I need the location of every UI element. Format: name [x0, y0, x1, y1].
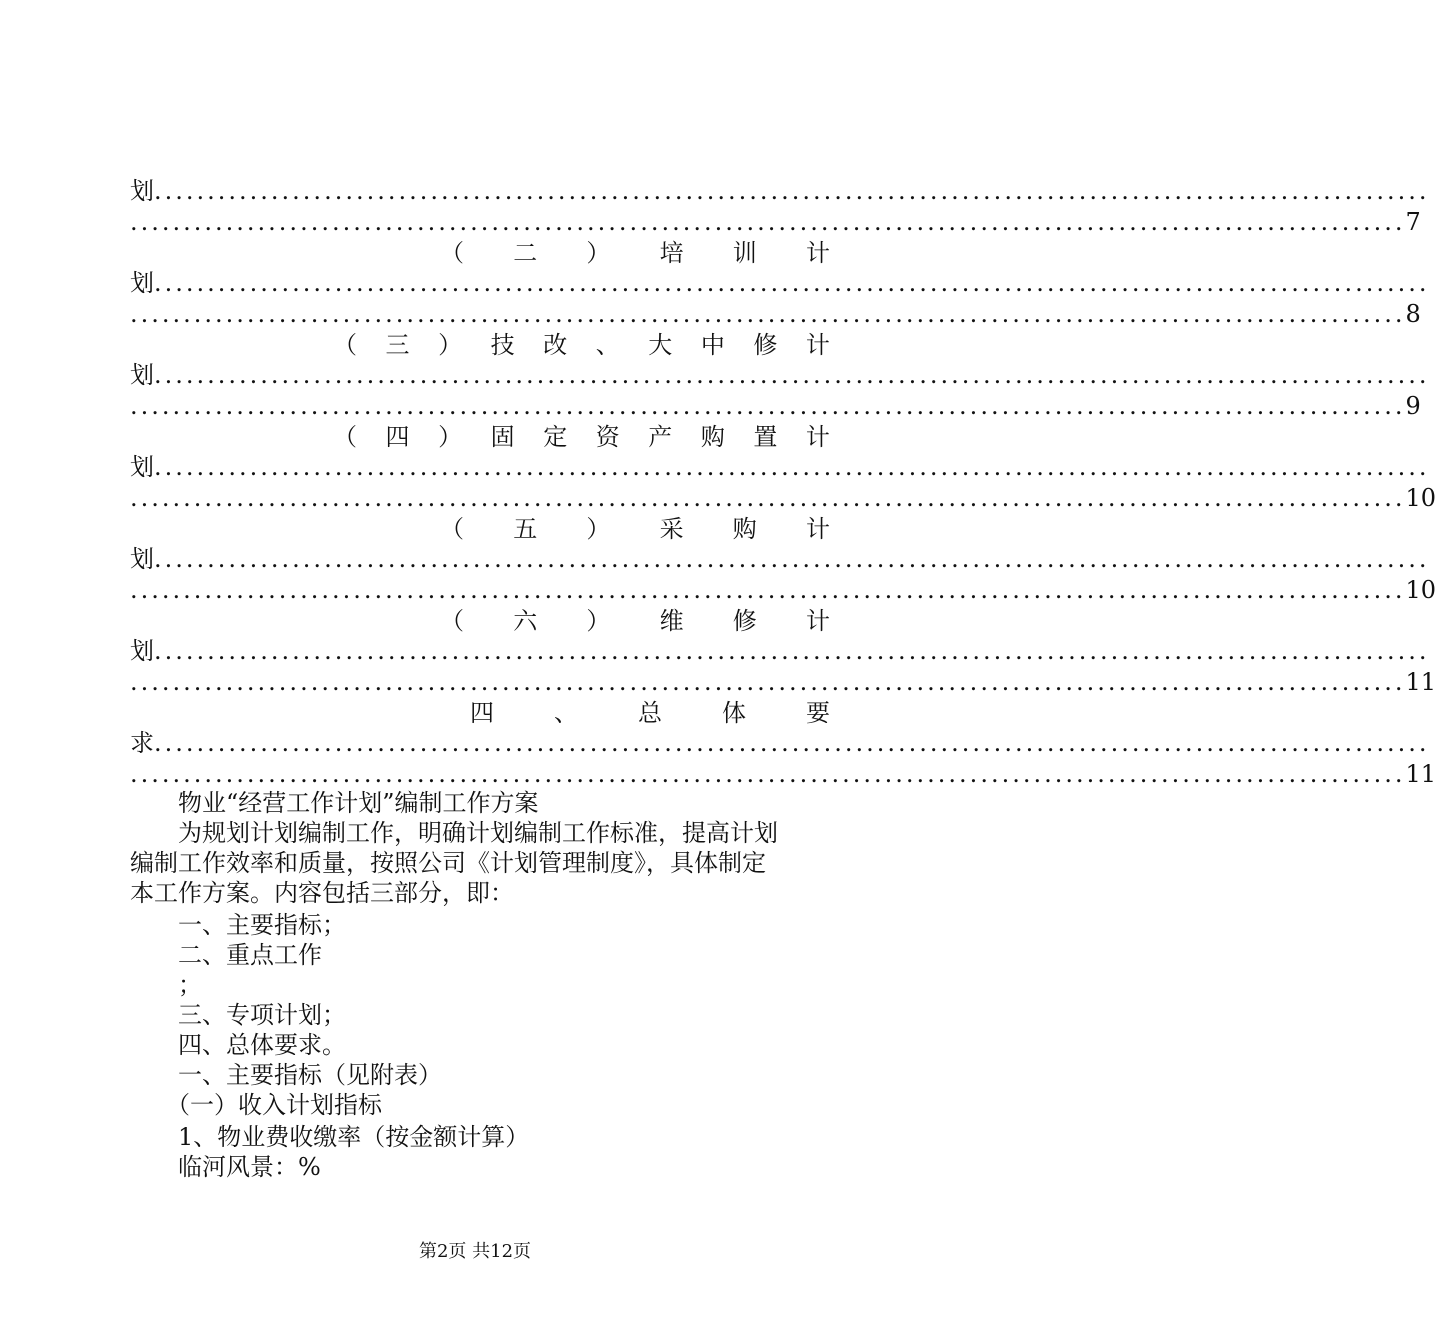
toc-dot-leader: ........................................................................................................................ — [130, 668, 1406, 696]
point-heading: 1、物业费收缴率（按金额计算） — [178, 1123, 530, 1151]
toc-label-char: 修 — [732, 607, 757, 635]
list-item: 三、专项计划； — [178, 1001, 346, 1029]
intro-paragraph-line: 为规划计划编制工作，明确计划编制工作标准，提高计划 — [178, 819, 778, 847]
toc-entry-lead: 划 — [130, 361, 154, 389]
toc-entry-lead: 划 — [130, 453, 154, 481]
toc-dot-leader: ........................................................................................................................ — [154, 453, 1430, 481]
toc-label-char: 三 — [385, 331, 410, 359]
toc-entry-lead: 求 — [130, 729, 154, 757]
toc-label-char: （ — [440, 239, 464, 267]
toc-label-char: （ — [333, 423, 357, 451]
toc-label-char: （ — [440, 515, 464, 543]
toc-entry-3-page-line — [130, 391, 1421, 421]
toc-label-char: 修 — [753, 331, 778, 359]
toc-label-char: 维 — [659, 607, 684, 635]
section-heading: 一、主要指标（见附表） — [178, 1061, 442, 1089]
toc-entry-1-leader — [130, 176, 1430, 206]
toc-entry-4-page-line — [130, 483, 1436, 513]
toc-label-char: 计 — [805, 331, 830, 359]
toc-entry-5-page-line — [130, 575, 1436, 605]
toc-label-char: 、 — [595, 331, 620, 359]
toc-label-char: 总 — [638, 699, 662, 727]
toc-page-number: 10 — [1405, 484, 1436, 512]
list-item-continuation: ； — [178, 971, 202, 999]
toc-label-char: 计 — [805, 239, 830, 267]
subsection-heading: （一）收入计划指标 — [166, 1091, 382, 1119]
intro-paragraph-line: 编制工作效率和质量，按照公司《计划管理制度》，具体制定 — [130, 849, 766, 877]
toc-entry-2-page-line — [130, 299, 1421, 329]
list-item: 二、重点工作 — [178, 941, 322, 969]
toc-dot-leader: ........................................................................................................................ — [154, 177, 1430, 205]
toc-label-char: 购 — [732, 515, 757, 543]
toc-entry-4-leader — [130, 452, 1430, 482]
toc-label-char: ） — [438, 423, 463, 451]
toc-entry-5-leader — [130, 544, 1430, 574]
toc-page-number: 11 — [1405, 760, 1436, 788]
toc-label-char: 培 — [659, 239, 684, 267]
toc-label-char: 定 — [543, 423, 568, 451]
list-item: 一、主要指标； — [178, 911, 346, 939]
page-footer: 第2页 共12页 — [418, 1241, 532, 1262]
toc-label-char: 技 — [490, 331, 515, 359]
toc-entry-6-leader — [130, 636, 1430, 666]
toc-entry-lead: 划 — [130, 637, 154, 665]
toc-entry-2-label — [440, 238, 830, 268]
document-title: 物业“经营工作计划”编制工作方案 — [178, 789, 539, 817]
toc-entry-1-page-line — [130, 207, 1421, 237]
toc-label-char: 五 — [513, 515, 538, 543]
toc-entry-5-label — [440, 514, 830, 544]
toc-entry-7-label — [470, 698, 830, 728]
toc-page-number: 9 — [1405, 392, 1421, 420]
toc-label-char: 四 — [385, 423, 410, 451]
toc-entry-lead: 划 — [130, 269, 154, 297]
toc-page-number: 11 — [1405, 668, 1436, 696]
toc-label-char: 采 — [659, 515, 684, 543]
toc-entry-3-label — [333, 330, 830, 360]
toc-label-char: 、 — [554, 699, 578, 727]
toc-entry-7-page-line — [130, 759, 1436, 789]
point-value: 临河风景：% — [178, 1153, 321, 1181]
toc-label-char: 产 — [648, 423, 673, 451]
toc-label-char: 四 — [470, 699, 494, 727]
toc-page-number: 8 — [1405, 300, 1421, 328]
toc-entry-3-leader — [130, 360, 1430, 390]
toc-label-char: 要 — [806, 699, 830, 727]
toc-entry-lead: 划 — [130, 545, 154, 573]
toc-label-char: （ — [440, 607, 464, 635]
toc-page-number: 10 — [1405, 576, 1436, 604]
toc-label-char: 资 — [595, 423, 620, 451]
toc-page-number: 7 — [1405, 208, 1421, 236]
toc-label-char: 二 — [513, 239, 538, 267]
toc-dot-leader: ........................................................................................................................ — [130, 484, 1406, 512]
list-item: 四、总体要求。 — [178, 1031, 346, 1059]
intro-paragraph-line: 本工作方案。内容包括三部分，即： — [130, 879, 514, 907]
toc-dot-leader: ........................................................................................................................ — [130, 300, 1406, 328]
toc-label-char: ） — [586, 607, 611, 635]
toc-entry-2-leader — [130, 268, 1430, 298]
toc-dot-leader: ........................................................................................................................ — [154, 729, 1430, 757]
toc-label-char: 置 — [753, 423, 778, 451]
toc-dot-leader: ........................................................................................................................ — [130, 392, 1406, 420]
toc-dot-leader: ........................................................................................................................ — [130, 576, 1406, 604]
toc-dot-leader: ........................................................................................................................ — [154, 361, 1430, 389]
toc-label-char: ） — [586, 515, 611, 543]
toc-entry-4-label — [333, 422, 830, 452]
toc-entry-6-label — [440, 606, 830, 636]
toc-entry-6-page-line — [130, 667, 1436, 697]
toc-label-char: 计 — [805, 515, 830, 543]
toc-label-char: 计 — [805, 607, 830, 635]
toc-label-char: 固 — [490, 423, 515, 451]
toc-dot-leader: ........................................................................................................................ — [130, 760, 1406, 788]
toc-label-char: ） — [438, 331, 463, 359]
toc-dot-leader: ........................................................................................................................ — [154, 269, 1430, 297]
toc-label-char: 计 — [805, 423, 830, 451]
toc-dot-leader: ........................................................................................................................ — [154, 637, 1430, 665]
toc-label-char: 训 — [732, 239, 757, 267]
toc-label-char: 中 — [700, 331, 725, 359]
toc-entry-7-leader — [130, 728, 1430, 758]
toc-label-char: （ — [333, 331, 357, 359]
toc-label-char: 改 — [543, 331, 568, 359]
toc-label-char: 购 — [700, 423, 725, 451]
toc-entry-lead: 划 — [130, 177, 154, 205]
toc-label-char: 大 — [648, 331, 673, 359]
toc-label-char: 体 — [722, 699, 746, 727]
toc-dot-leader: ........................................................................................................................ — [130, 208, 1406, 236]
toc-label-char: 六 — [513, 607, 538, 635]
toc-label-char: ） — [586, 239, 611, 267]
toc-dot-leader: ........................................................................................................................ — [154, 545, 1430, 573]
